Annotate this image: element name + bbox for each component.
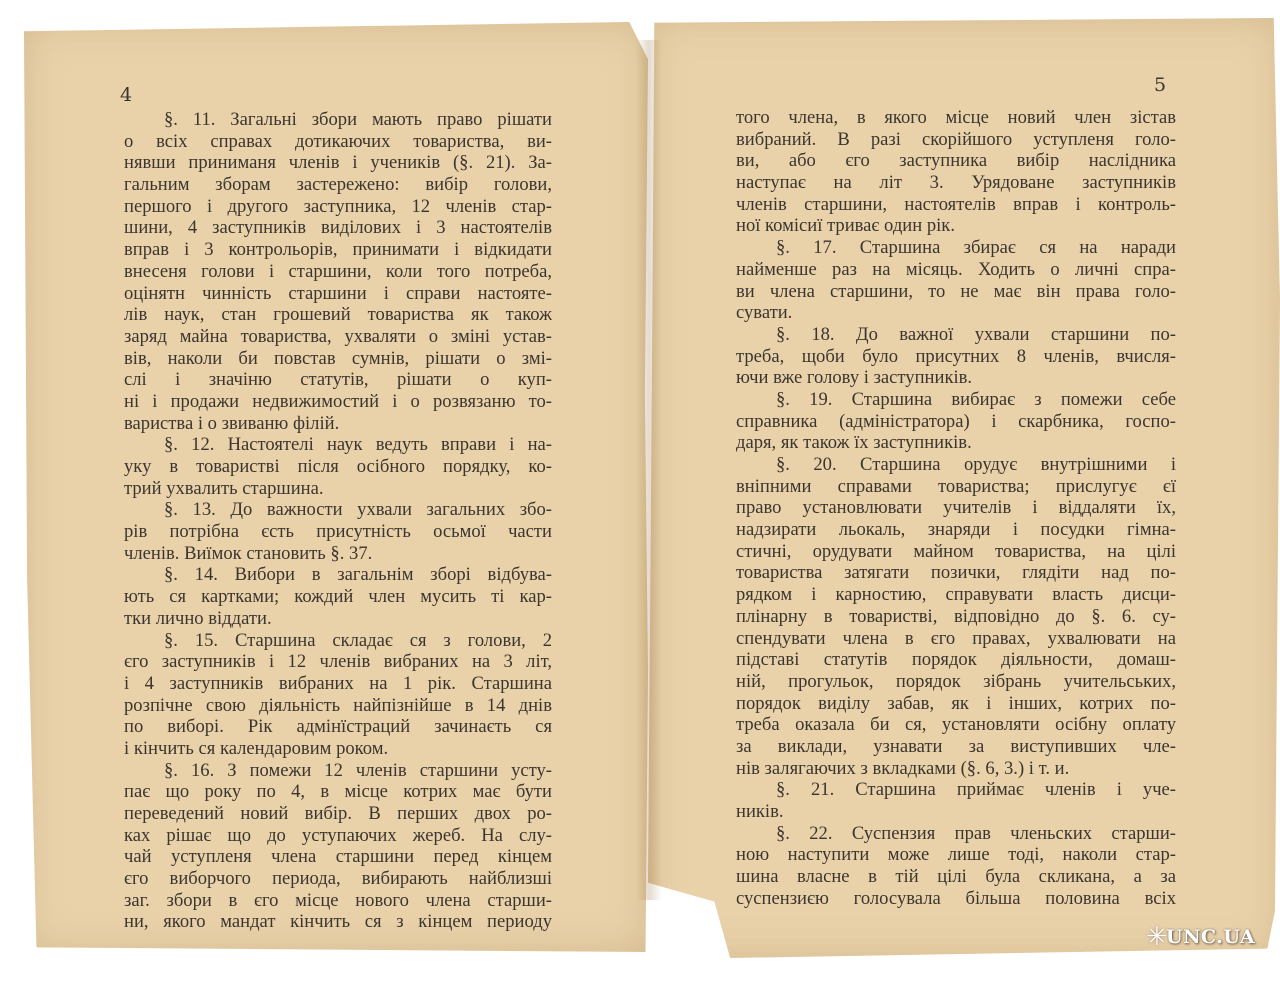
text-line: гальним зборам застережено: вибір голови, xyxy=(124,174,552,196)
text-line: даря, як також їх заступників. xyxy=(736,432,972,454)
text-line: членів старшини, настоятелів вправ і контроль- xyxy=(736,193,1176,215)
text-line: заг. збори в єго місце нового члена старши- xyxy=(124,889,552,911)
text-line: ють ся картками; кождий член мусить ті кар- xyxy=(124,586,552,608)
text-line: нявши приниманя членів і учеників (§. 21). За- xyxy=(124,152,552,174)
text-line: уку в товаристві після осібного порядку, ко- xyxy=(124,456,552,477)
text-line: і 4 заступників вибраних на 1 рік. Старшина xyxy=(124,672,552,694)
text-line: ною наступити може лише тоді, наколи стар- xyxy=(736,844,1176,866)
text-line: рядком і карностию, справувати власть дисци- xyxy=(736,584,1176,606)
text-line: стичні, орудувати майном товариства, на цілі xyxy=(736,540,1176,562)
text-line: пає що року по 4, в місце котрих має бути xyxy=(124,781,552,803)
text-line: сувати. xyxy=(736,302,793,324)
text-line: §. 17. Старшина збирає ся на наради xyxy=(776,237,1176,259)
text-line: ній, прогульок, порядок зібрань учительських, xyxy=(736,670,1176,692)
text-line: порядок виділу забав, як і інших, котрих по- xyxy=(736,692,1176,714)
text-line: чай уступленя члена старшини перед кінцем xyxy=(124,846,552,868)
text-line: §. 19. Старшина вибирає з помежи себе xyxy=(776,388,1176,410)
text-line: вибраний. В разі скорійшого уступленя голо- xyxy=(736,128,1176,150)
text-line: справника (адміністратора) і скарбника, госпо- xyxy=(736,410,1176,432)
text-line: оцінятн чинність старшини і справи настояте- xyxy=(124,282,552,304)
text-line: §. 13. До важности ухвали загальних збо- xyxy=(164,499,552,521)
text-line: заряд майна товариства, ухваляти о зміні устав- xyxy=(124,325,552,347)
text-line: ках рішає що до уступаючих жереб. На слу- xyxy=(124,824,552,846)
text-line: рів потрібна єсть присутність осьмої части xyxy=(124,521,552,543)
text-line: шини, 4 заступників виділових і 3 настоятелів xyxy=(124,217,552,239)
text-line: ників. xyxy=(736,801,784,822)
text-line: єго заступників і 12 членів вибраних на 3 літ, xyxy=(124,651,552,673)
text-column-left xyxy=(124,109,552,933)
text-line: §. 16. З помежи 12 членів старшини усту- xyxy=(164,759,552,781)
text-line: переведений новий вибір. В перших двох ро- xyxy=(124,803,552,824)
text-line: суспензиєю голосувала більша половина всіх xyxy=(736,887,1176,909)
text-line: треба, щоби було присутних 8 членів, вчисля- xyxy=(736,345,1176,367)
text-line: треба оказала би ся, установляти осібну оплату xyxy=(736,714,1176,736)
text-line: §. 18. До важної ухвали старшини по- xyxy=(776,323,1176,345)
text-line: о всіх справах дотикаючих товариства, ви- xyxy=(124,130,552,152)
text-line: §. 20. Старшина орудує внутрішними і xyxy=(776,454,1176,475)
watermark: UNC.UA xyxy=(1166,926,1256,948)
text-line: і кінчить ся календаровим роком. xyxy=(124,737,389,759)
text-column-right xyxy=(736,107,1176,909)
text-line: ни, якого мандат кінчить ся з кінцем периоду xyxy=(124,911,552,933)
page-number-right: 5 xyxy=(1154,74,1167,96)
text-line: ючи вже голову і заступників. xyxy=(736,367,973,389)
text-line: вніпними справами товариства; прислугує єї xyxy=(736,475,1176,497)
text-line: нів залягаючих з вкладками (§. 6, 3.) і т. и. xyxy=(736,757,1070,779)
text-line: єго виборчого периода, вибирають найблизші xyxy=(124,868,552,890)
text-line: найменше раз на місяць. Ходить о личні спра- xyxy=(736,258,1176,280)
text-line: лів наук, стан грошевий товариства як також xyxy=(124,304,552,326)
text-line: §. 11. Загальні збори мають право рішати xyxy=(164,109,552,130)
text-line: розпічне свою діяльність найпізнійше в 14 днів xyxy=(124,694,552,716)
text-line: по виборі. Рік адмінїстраций зачинаєть ся xyxy=(124,716,552,738)
text-line: того члена, в якого місце новий член зістав xyxy=(736,107,1176,128)
text-line: ні і продажи недвижимостий і о розвязаню то- xyxy=(124,390,552,412)
text-line: §. 15. Старшина складає ся з голови, 2 xyxy=(164,629,552,651)
text-line: членів. Виїмок становить §. 37. xyxy=(124,542,373,564)
text-line: право установлювати учителів і віддаляти їх, xyxy=(736,497,1176,519)
text-line: §. 12. Настоятелі наук ведуть вправи і на- xyxy=(164,434,552,456)
text-line: шина власне в тій цілі була скликана, а за xyxy=(736,866,1176,888)
text-line: ви члена старшини, то не має він права голо- xyxy=(736,280,1176,302)
text-line: ної комісиї триває один рік. xyxy=(736,215,955,237)
text-line: підставі статутів порядок діяльности, домаш- xyxy=(736,649,1176,671)
text-line: §. 14. Вибори в загальнім зборі відбува- xyxy=(164,564,552,586)
text-line: трий ухвалить старшина. xyxy=(124,477,324,499)
text-line: внесеня голови і старшини, коли того потреба, xyxy=(124,260,552,282)
text-line: надзирати льокаль, знаряди і посудки гімна- xyxy=(736,519,1176,541)
text-line: §. 22. Суспензия прав членьских старши- xyxy=(776,822,1176,844)
text-line: наступає на літ 3. Урядоване заступників xyxy=(736,172,1176,194)
text-line: вів, наколи би повстав сумнів, рішати о змі- xyxy=(124,347,552,369)
text-line: спендувати члена в єго правах, ухвалювати на xyxy=(736,627,1176,649)
text-line: вариства і о звиваню філій. xyxy=(124,412,340,434)
page-number-left: 4 xyxy=(120,84,133,106)
text-line: товариства затягати позички, глядіти над по- xyxy=(736,562,1176,584)
text-line: вправ і 3 контрольорів, принимати і відкидати xyxy=(124,239,552,261)
text-line: першого і другого заступника, 12 членів стар- xyxy=(124,195,552,217)
text-line: плінарну в товаристві, відповідно до §. 6. су- xyxy=(736,605,1176,627)
text-line: ви, або єго заступника вибір наслідника xyxy=(736,150,1176,172)
watermark-star-icon: ✳ xyxy=(1146,922,1168,951)
text-line: за виклади, узнавати за виступивших чле- xyxy=(736,735,1176,757)
text-line: тки лично віддати. xyxy=(124,607,272,629)
text-line: слі і значіню статутів, рішати о куп- xyxy=(124,369,552,391)
book-gutter xyxy=(636,40,662,900)
text-line: §. 21. Старшина приймає членів і уче- xyxy=(776,779,1176,801)
